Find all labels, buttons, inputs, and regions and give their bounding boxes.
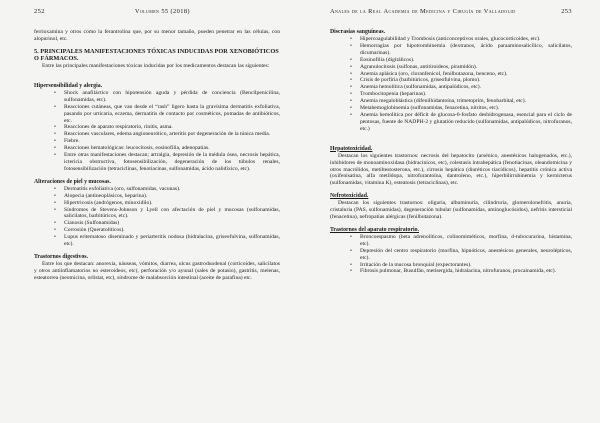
list-item: • Reacciones vasculares, edema angioneurótico, arteritis por degeneración de la túnica media. bbox=[64, 131, 280, 138]
section-title: 5. PRINCIPALES MANIFESTACIONES TÓXICAS INDUCIDAS POR XENOBIÓTICOS O FÁRMACOS. bbox=[34, 47, 279, 63]
list-item: • Reacciones de aparato respiratorio, rinitis, asma. bbox=[64, 124, 280, 131]
hepatotoxicity-paragraph: Destacan los siguientes trastornos: necrosis del hepatocito (arsénico, anestésicos halogenados, etc.), inhibidores de monoaminoxidasa (hidracinicos, etc), colestasis intrahepática (fenotiacinas, oleandomicina y otros macrólidos, metiltestosterona, etc.), cirrosis hepática (diuréticos tiacídicos), hepatitis crónica activa (oxifenisatina, alfa metildopa, nitrofurantoína, dantroleno, etc.), hiperbilirrubinemia y kernicterus (sulfonamidas, vitamina K), esteatosis (tetraciclinas), etc. bbox=[330, 152, 572, 187]
intro-paragraph: ferrioxamina y otros como la ferantrolina que, por su menor tamaño, pueden penetrar en las células, con alopurinol, etc. bbox=[34, 29, 280, 42]
list-item: • Irritación de la mucosa bronquial (expectorantes). bbox=[360, 262, 572, 269]
list-item: • Eosinofilia (digitálicos). bbox=[360, 57, 572, 64]
list-item: • Lupus eritematoso diseminado y periarteritis nodosa (hidralacina, griseofulvina, sulfonamidas, etc). bbox=[64, 234, 280, 248]
list-item: • Anemia hemolítica por déficit de glucosa-6-fosfato deshidrogenasa, esencial para el ciclo de pentosas, fuente de NADPH-2 y glutatión reducido (sulfonamidas, antipalúdicos, nitrofuranos, etc.) bbox=[360, 112, 572, 133]
list-item: • Agranulocitosis (sulfonas, antitiroideos, piramidón). bbox=[360, 64, 572, 71]
list-item: • Depresión del centro respiratorio (morfina, hipnóticos, anestésicos generales, neurolépticos, etc). bbox=[360, 248, 572, 262]
list-item: • Shock anafiláctico con hipotensión aguda y pérdida de conciencia (Bencilpenicilina, sulfonamidas, etc). bbox=[64, 90, 280, 104]
list-item: • Metahemoglobinemia (sulfonamidas, fenacetina, nitritos, etc). bbox=[360, 105, 572, 112]
list-item: • Entre otras manifestaciones destacan; artralgia, depresión de la médula ósea, necrosis hepática, ictericia obstructiva, fotosensibilización, degeneración de los túbulos renales, fotosensibilización (tetraciclinas, fenotiacinas, sulfonamidas, ácido nalidíxico, etc). bbox=[64, 152, 280, 173]
list-item: • Corrosión (Queratolíticos). bbox=[64, 227, 280, 234]
hepatotoxicity-heading: Hepatotoxicidad. bbox=[330, 145, 373, 152]
right-page-header bbox=[330, 8, 572, 15]
list-item: • Fibrosis pulmonar, Busulfán, metisergida, hidralacina, nitrofuranos, procainamida, etc). bbox=[360, 268, 572, 275]
hypersensitivity-list bbox=[34, 90, 280, 173]
left-page-header bbox=[34, 8, 280, 15]
blood-list bbox=[330, 36, 572, 133]
list-item: • Reacciones cutáneas, que van desde el “rash” ligero hasta la gravísima dermatitis exfoliativa, pasando por urticaria, eczema, dermatitis de contacto por cosméticos, pomadas de antibióticos, etc. bbox=[64, 104, 280, 125]
nephrotoxicity-heading: Nefrotoxicidad. bbox=[330, 193, 369, 200]
list-item: • Reacciones hematológicas: leucocitosis, eosinofilia, adenopatías. bbox=[64, 145, 280, 152]
right-page-number: 253 bbox=[561, 8, 572, 15]
respiratory-list bbox=[330, 234, 572, 275]
list-item: • Crisis de porfiria (barbitúricos, griseofulvina, plomo). bbox=[360, 77, 572, 84]
skin-list bbox=[34, 186, 280, 248]
respiratory-heading: Trastornos del aparato respiratorio. bbox=[330, 226, 419, 233]
left-page-number: 252 bbox=[34, 8, 45, 15]
list-item: • Anemia hemolítica (sulfonamidas, antipalúdicos, etc). bbox=[360, 84, 572, 91]
blood-heading: Discrasias sanguíneas. bbox=[330, 29, 386, 35]
hypersensitivity-heading: Hipersensibilidad y alergia. bbox=[34, 82, 103, 89]
list-item: • Anemia megaloblástica (difenilhidantoína, trimetoprim, fenobarbital, etc). bbox=[360, 98, 572, 105]
list-item: • Hemorragias por hipotrombinemia (dextranos, ácido paraaminosalicílico, salicilatos, dicumarinas). bbox=[360, 43, 572, 57]
right-page bbox=[300, 0, 600, 423]
nephrotoxicity-paragraph: Destacan los siguientes trastornos: oliguria, albuminuria, cilindruria, glomerulonefritis, anuria, cristaluria (PAS, sulfonamidas), degeneración tubular (sulfonamidas, aminoglucósidos), nefritis intersticial (fenacetina), nefropatías alérgicas (fenilbutazona). bbox=[330, 200, 572, 221]
list-item: • Alopecia (antineoplásicos, heparina). bbox=[64, 193, 280, 200]
left-running-title: Volumen 55 (2018) bbox=[134, 8, 190, 15]
list-item: • Hipercoagulabilidad y Trombosis (anticonceptivos orales, glucocorticoides, etc). bbox=[360, 36, 572, 43]
list-item: • Hipertricosis (andrógenos, minoxidilo). bbox=[64, 200, 280, 207]
digestive-heading: Trastornos digestivos. bbox=[34, 253, 88, 260]
list-item: • Fiebre. bbox=[64, 138, 280, 145]
list-item: • Trombocitopenia (heparinas). bbox=[360, 91, 572, 98]
list-item: • Dermatitis exfoliativa (oro, sulfonamidas, vacunas). bbox=[64, 186, 280, 193]
right-running-title: Anales de la Real Academia de Medicina y Cirugía de Valladolid bbox=[330, 8, 516, 15]
list-item: • Cianosis (Sulfonamidas) bbox=[64, 220, 280, 227]
section-intro: Entre las principales manifestaciones tóxicas inducidas por los medicamentos destacan las siguientes: bbox=[42, 63, 270, 69]
list-item: • Broncoespasmo (beta adrenolíticos, colinomiméticos, morfina, d-tubocurarina, histamina, etc). bbox=[360, 234, 572, 248]
list-item: • Síndromes de Stevens-Johnson y Lyell con afectación de piel y mucosas (sulfonamidas, salicilatos, barbitúricos, etc). bbox=[64, 207, 280, 221]
skin-heading: Alteraciones de piel y mucosas. bbox=[34, 178, 111, 185]
digestive-paragraph: Entre los que destacan: anorexia, náuseas, vómitos, diarrea, ulcus gastroduodenal (corticoides, salicilatos y otros antiinflamatorios no esteroideos, etc), perforación y/o ayunal (sales de potasio), gastritis, melenas, esteatorrea (neomicina, orlistat, etc), síndrome de malabsorción intestinal (aceite de parafina) etc. bbox=[34, 260, 280, 281]
list-item: • Anemia aplásica (oro, cloranfenicol, fenilbutazona, benceno, etc). bbox=[360, 71, 572, 78]
